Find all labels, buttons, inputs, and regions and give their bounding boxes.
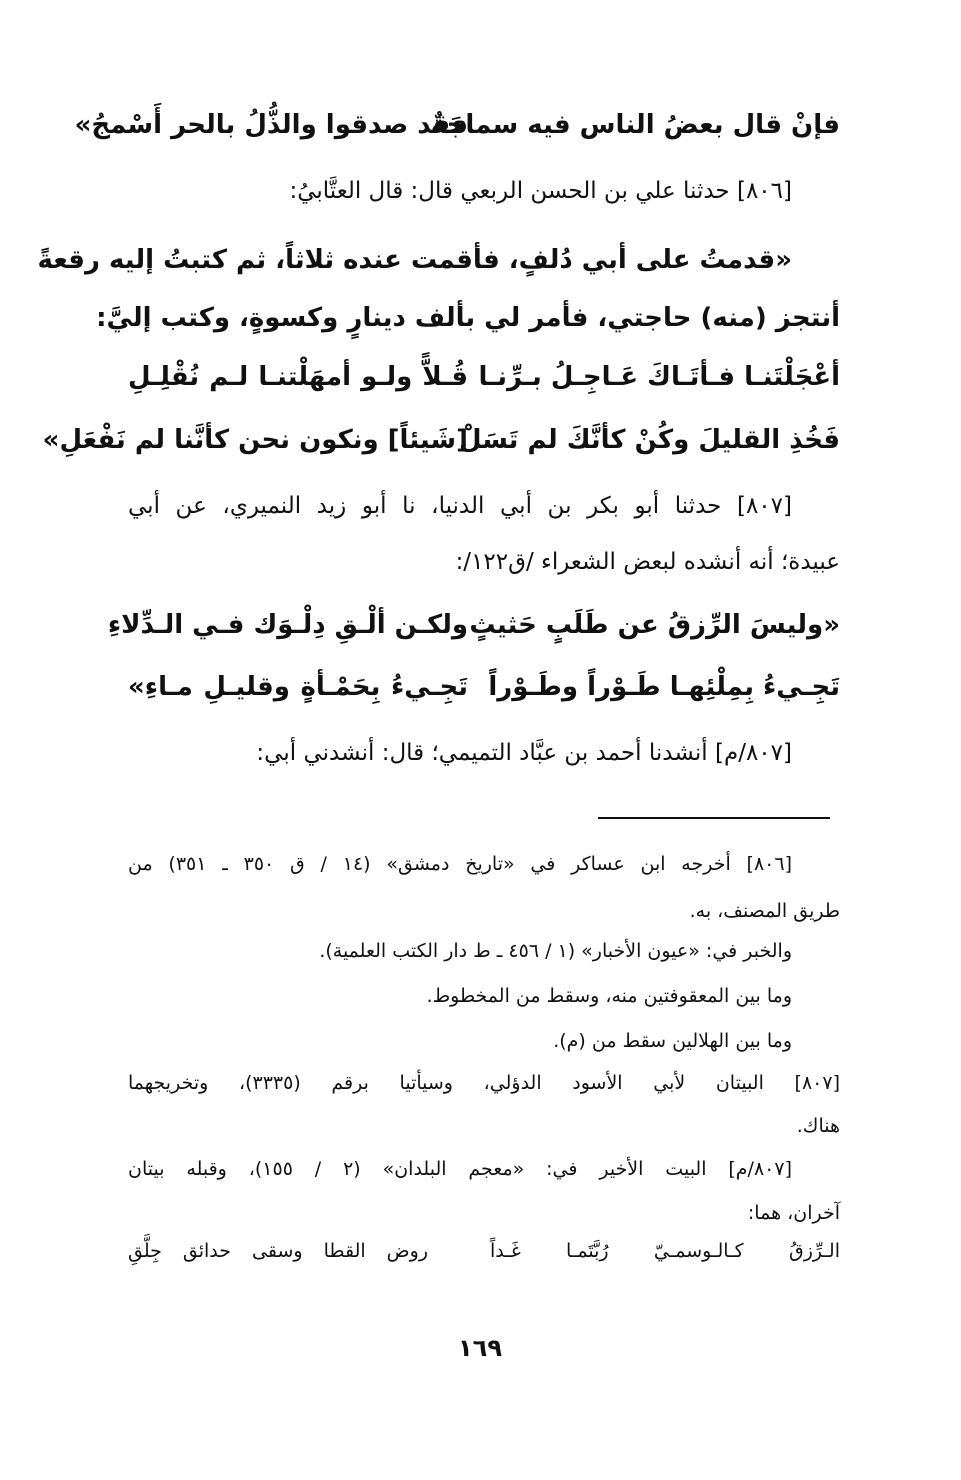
footnote-806-line-2: طريق المصنف، به. xyxy=(689,900,840,922)
verse-line-3 xyxy=(42,425,840,465)
paragraph-807m: [٨٠٧/م] أنشدنا أحمد بن عبَّاد التميمي؛ قال: أنشدني أبي: xyxy=(256,740,792,766)
footnote-verse xyxy=(128,1240,840,1272)
verse-hemistich-first: الـرِّزقُ كـالـوسمـيّ رُبَّتَمـا غَـداً xyxy=(490,1240,840,1262)
footnote-807m-line-1: [٨٠٧/م] البيت الأخير في: «معجم البلدان» (٢ / ١٥٥)، وقبله بيتان xyxy=(128,1158,793,1180)
verse-line-5 xyxy=(128,672,840,712)
footnote-807m-line-2: آخران، هما: xyxy=(747,1202,840,1224)
page-number: ١٦٩ xyxy=(458,1334,502,1362)
paragraph-807-line-2: عبيدة؛ أنه أنشده لبعض الشعراء /ق١٢٢/: xyxy=(455,549,840,575)
verse-hemistich-second: فقد صدقوا والذُّلُ بالحر أَسْمجُ» xyxy=(74,110,468,140)
footnote-807-line-1: [٨٠٧] البيتان لأبي الأسود الدؤلي، وسيأتيا برقم (٣٣٣٥)، وتخريجهما xyxy=(128,1072,840,1094)
verse-hemistich-first: فإنْ قال بعضُ الناس فيه سماجَةٌ xyxy=(430,110,840,140)
verse-hemistich-second: ولكـن ألْـقِ دِلْـوَك فـي الـدِّلاءِ xyxy=(107,610,468,640)
verse-hemistich-second: [شَيئاً] ونكون نحن كأنَّنا لم نَفْعَلِ» xyxy=(42,425,468,455)
verse-hemistich-second: روض القطا وسقى حدائق جِلَّقِ xyxy=(128,1240,428,1262)
paragraph-806-intro: [٨٠٦] حدثنا علي بن الحسن الربعي قال: قال العتَّابيُ: xyxy=(289,178,792,204)
footnote-806-line-5: وما بين الهلالين سقط من (م). xyxy=(553,1030,792,1052)
verse-line-2 xyxy=(128,362,840,402)
verse-hemistich-first: فَخُذِ القليلَ وكُنْ كأنَّكَ لم تَسَلْ xyxy=(459,425,840,455)
verse-line-4 xyxy=(107,610,840,650)
verse-hemistich-first: تَجِـيءُ بِمِلْئِهـا طَـوْراً وطَـوْراً xyxy=(488,672,840,702)
verse-hemistich-first: أعْجَلْتَنـا فـأتَـاكَ عَـاجِـلُ بـرِّنـا xyxy=(478,362,840,392)
footnote-806-line-3: والخبر في: «عيون الأخبار» (١ / ٤٥٦ ـ ط دار الكتب العلمية). xyxy=(319,940,792,962)
footnote-806-line-1: [٨٠٦] أخرجه ابن عساكر في «تاريخ دمشق» (١٤ / ق ٣٥٠ ـ ٣٥١) من xyxy=(128,853,792,875)
quote-806-line-2: أنتجز (منه) حاجتي، فأمر لي بألف دينارٍ وكسوةٍ، وكتب إليَّ: xyxy=(96,303,840,333)
verse-hemistich-second: قُـلاًّ ولـو أمهَلْتنـا لـم نُقْلِـلِ xyxy=(128,362,468,392)
footnote-807-line-2: هناك. xyxy=(796,1115,840,1137)
footnote-divider xyxy=(598,817,830,819)
quote-806-line-1: «قدمتُ على أبي دُلفٍ، فأقمت عنده ثلاثاً، ثم كتبتُ إليه رقعةً xyxy=(37,245,792,275)
paragraph-807-line-1: [٨٠٧] حدثنا أبو بكر بن أبي الدنيا، نا أبو زيد النميري، عن أبي xyxy=(128,493,792,519)
verse-hemistich-first: «وليسَ الرِّزقُ عن طَلَبٍ حَثيثٍ xyxy=(469,610,840,640)
verse-hemistich-second: تَجِـيءُ بِحَمْـأةٍ وقليـلِ مـاءِ» xyxy=(128,672,468,702)
footnote-806-line-4: وما بين المعقوفتين منه، وسقط من المخطوط. xyxy=(426,985,792,1007)
verse-line-1 xyxy=(74,110,840,150)
